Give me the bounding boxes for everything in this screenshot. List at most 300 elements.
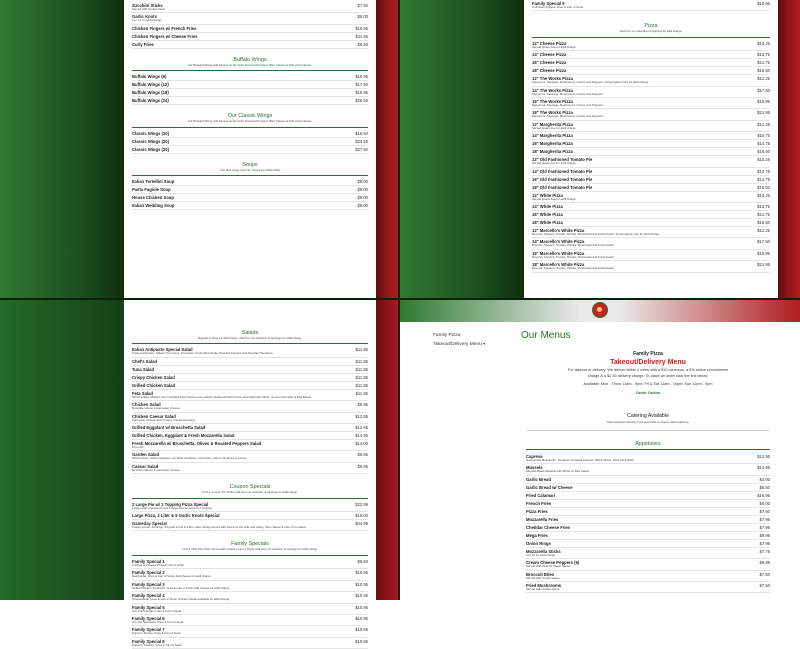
item-description: Served gluten free for addl charge. [532,44,577,49]
menu-item[interactable] [526,532,770,540]
item-price: $9.95 [357,402,368,408]
item-price: $7.75 [759,548,770,554]
section-title: Soups [242,161,258,168]
item-name: Crispy Chicken Salad [132,374,175,380]
menu-item[interactable] [526,492,770,500]
item-name: Buffalo Wings (6) [132,74,167,80]
item-name: Onion Rings [526,540,551,546]
item-name: Cream Cheese Poppers (6) [526,560,580,566]
item-price: $5.50 [759,484,770,490]
item-name: Mozzarella Sticks [526,548,561,554]
item-price: $19.95 [757,250,770,256]
item-name: Tuna Salad [132,366,155,372]
section-note: Limit 1 Offer Per Order. All specials include a can of Pepsi. Add from our selection of toppings for addl charge. [182,547,318,552]
item-price: $13.75 [757,168,770,174]
item-description: Served with tomato sauce. [526,575,561,580]
item-description: 2 large pizzas, 20 wings, 20 garlic knots & 2 liter soda. Wings served with sauce on the side with celery, bleu cheese & side of hot sauce. [132,525,307,530]
item-name: 14" White Pizza [532,204,563,210]
item-name: Garlic Knots [132,14,157,20]
catering-note: Call restaurant directly if you would like to inquire about catering. [606,420,690,424]
item-description: Broccoli, Spinach, Tomato, Ricotta, Mozzarella and Fresh Garlic. [532,266,615,271]
menu-item[interactable] [132,202,368,210]
menu-item[interactable] [132,501,368,512]
menu-item[interactable] [132,512,368,520]
menu-item[interactable] [132,463,368,474]
item-price: $7.50 [357,3,368,8]
menu-item[interactable] [132,451,368,462]
menu-item[interactable] [132,432,368,440]
menu-item[interactable] [132,413,368,424]
nav-family-pizza[interactable]: Family Pizza [433,333,461,338]
item-price: $9.95 [357,463,368,469]
item-name: Pasta Fagiole Soup [132,187,171,193]
menu-item[interactable] [132,97,368,105]
menu-item[interactable] [132,89,368,97]
item-description: Homemade Mozzarella, Tomatoes, Roasted Peppers, Black Olives, Olive Oil & Basil. [526,458,635,462]
item-name: Garlic Bread w/ Cheese [526,484,573,490]
item-price: $10.95 [355,581,368,587]
nav-takeout-delivery[interactable]: Takeout/Delivery Menu ▾ [433,341,486,347]
hours-text: Available: Mon - Thurs 11am - 9pm; Fri & Sat 11am - 10pm; Sun 12pm - 9pm [583,382,713,387]
item-description: Sliced Grilled Chicken and Crumbled Feta Cheese over Garden Salad with Red Onion and Kalamata Olives. Served with Side of Pita Bread. [132,394,312,399]
menu-item[interactable] [526,582,770,593]
item-name: 14" Cheese Pizza [532,52,567,58]
menu-page-bottom-left [124,300,376,647]
item-price: $7.95 [759,516,770,522]
item-price: $12.25 [757,121,770,127]
catering-block [526,413,770,431]
red-background-right-top2 [778,0,800,298]
item-name: Chicken Salad [132,402,161,408]
item-name: Cheddar Cheese Fries [526,524,571,530]
item-name: Family Special 2 [132,570,165,576]
menu-section [132,330,368,474]
item-price: $11.95 [355,390,368,396]
item-price: $14.75 [757,212,770,218]
green-background-left-bottom [0,300,124,600]
menu-item[interactable] [532,121,770,132]
item-description: Popcorn Shrimp, Fries & Can of Soda. [132,631,182,636]
item-description: Parmesan Cheese and Creamy Caesar Dressing. [132,417,196,422]
menu-item[interactable] [526,464,770,475]
item-name: Buffalo Wings (24) [132,98,169,104]
item-price: $10.95 [757,1,770,6]
menu-item[interactable] [532,184,770,192]
item-price: $8.00 [357,203,368,209]
menu-item[interactable] [532,40,770,51]
menu-item[interactable] [532,176,770,184]
item-description: Served with tomato sauce. [526,587,561,592]
item-name: Pizza Fries [526,508,548,514]
menu-section [132,484,368,531]
item-name: Classic Wings (30) [132,146,169,152]
item-name: Classic Wings (20) [132,138,169,144]
item-name: 16" White Pizza [532,212,563,218]
item-price: $19.95 [757,99,770,105]
menu-item[interactable] [132,73,368,81]
pizza-section [532,23,770,272]
section-note: Limit 1 Coupon Per Order. Add from our selection of toppings for addl charge. [202,490,298,495]
item-name: Gameday Special [132,521,167,527]
item-price: $12.95 [757,454,770,459]
menu-item[interactable] [532,203,770,211]
menu-item[interactable] [526,453,770,464]
item-price: $25.50 [355,98,368,104]
item-name: 2 Large Pie w/ 1 Topping Pizza Special [132,501,209,507]
menu-item[interactable] [132,440,368,451]
item-name: Buffalo Wings (18) [132,90,169,96]
menu-section [132,57,368,105]
menu-item[interactable] [132,186,368,194]
item-price: $14.95 [355,433,368,439]
menu-item[interactable] [532,75,770,86]
menu-item[interactable] [132,390,368,401]
menu-item[interactable] [532,59,770,67]
item-name: 14" Marcello's White Pizza [532,239,585,245]
item-description: Popcorn Chicken, Fries & Can of Soda. [132,642,183,647]
item-name: Feta Salad [132,390,153,396]
section-title: Buffalo Wings [233,56,267,63]
item-price: $7.50 [759,508,770,514]
menu-item[interactable] [132,130,368,138]
item-price: $11.95 [355,366,368,372]
item-name: Grilled Eggplant w/ Bruschetta Salad [132,425,206,431]
menu-item[interactable] [132,558,368,569]
menu-item[interactable] [532,140,770,148]
menu-item[interactable] [132,569,368,580]
menu-item[interactable] [532,51,770,59]
menu-item[interactable] [532,98,770,109]
page-title: Our Menus [521,330,571,341]
item-price: $13.75 [757,204,770,210]
menu-item[interactable] [132,366,368,374]
item-name: 12" White Pizza [532,192,563,198]
item-description: Any Cold Hoagie, Fries & Can of Soda. [132,608,183,613]
menu-item[interactable] [532,227,770,238]
item-price: $7.95 [759,540,770,546]
menu-item[interactable] [132,81,368,89]
menu-item[interactable] [532,148,770,156]
item-price: $19.95 [355,90,368,96]
menu-item[interactable] [132,178,368,186]
item-description: 6 or 12 for addl charge. [526,552,556,557]
item-name: Garlic Bread [526,476,551,482]
item-price: $17.50 [757,87,770,93]
item-price: $16.50 [355,130,368,136]
menu-item[interactable] [132,374,368,382]
item-price: $11.95 [355,382,368,388]
green-background-left-top [0,0,124,298]
item-name: 12" Old Fashioned Tomato Pie [532,157,593,163]
item-description: Mussels Black Mussels with White Or Red Sauce. [526,469,590,474]
item-description: Pepperoni, Sausage, Mushrooms, Onions and Peppers. Served gluten free for addl charge. [532,80,649,85]
item-description: Cheesesteak, Fries & Can of Soda. Chicken Steak available for addl charge. [132,597,230,602]
menu-item[interactable] [526,476,770,484]
menu-item[interactable] [532,192,770,203]
item-name: 18" Margherita Pizza [532,149,573,155]
item-name: Grilled Chicken, Eggplant & Fresh Mozzarella Salad [132,433,235,439]
item-name: 16" Marcello's White Pizza [532,250,585,256]
item-name: Mega Fries [526,532,548,538]
item-description: Broccoli, Spinach, Tomato, Ricotta, Mozzarella and Fresh Garlic. [532,254,615,259]
menu-item[interactable] [526,516,770,524]
section-note: Add from our selection of toppings for addl charge. [619,29,683,34]
item-price: $12.25 [757,76,770,82]
appetizers-section [526,440,770,593]
item-price: $10.25 [757,192,770,198]
item-price: $14.00 [355,441,368,447]
item-name: Family Special 9 [532,1,565,6]
menu-item[interactable] [532,250,770,261]
item-price: $9.95 [759,532,770,538]
item-name: Chicken Fingers w/ French Fries [132,25,197,31]
item-description: Pepperoni, Sausage, Mushrooms, Onions and Peppers. [532,114,604,119]
item-price: $7.95 [759,524,770,530]
section-title: Pizza [644,23,658,30]
item-description: 1 large plain cheese pizza & 1 large cheese pizza w/ 1 topping. [132,505,213,510]
catering-title: Catering Available [627,413,669,419]
menu-item[interactable] [132,626,368,637]
item-price: $12.95 [355,425,368,431]
item-name: Italian Wedding Soup [132,203,175,209]
menu-item[interactable] [526,571,770,582]
item-name: Family Special 5 [132,604,165,610]
menu-item[interactable] [526,540,770,548]
item-price: $14.75 [757,176,770,182]
item-name: 18" Cheese Pizza [532,68,567,74]
item-description: Served gluten free for addl charge. [532,125,577,130]
menu-section [132,541,368,649]
menu-item[interactable] [132,520,368,531]
item-name: Garden Salad [132,452,159,458]
menu-item[interactable] [526,559,770,570]
restaurant-logo[interactable] [592,302,608,318]
brand-name: Family Pizza [633,351,663,357]
item-description: Grilled Chicken Sandwich, Fries & Can of Soda. Add cheese for addl charge. [132,585,231,590]
menu-item[interactable] [532,168,770,176]
item-name: Mussels [526,465,543,471]
menu-item[interactable] [132,615,368,626]
item-name: Italian Antipasto Special Salad [132,347,193,353]
item-name: Mozzarella Fries [526,516,559,522]
menu-item[interactable] [532,156,770,167]
item-name: Chicken Fingers w/ Cheese Fries [132,33,198,39]
section-title: Coupon Specials [229,484,271,491]
item-name: Family Special 8 [132,638,165,644]
item-description: Pepperoni, Sausage, Mushrooms, Onions and Peppers. [532,91,604,96]
top-items-list-right [532,0,770,11]
item-name: 16" The Works Pizza [532,99,573,105]
item-price: $21.95 [757,262,770,268]
item-price: $14.75 [757,141,770,147]
menu-item[interactable] [132,41,368,49]
section-title: Family Specials [231,541,269,548]
menu-item[interactable] [132,33,368,41]
item-price: $8.95 [759,560,770,566]
green-background-left-top2 [400,0,524,298]
menu-item[interactable] [532,261,770,272]
menu-item[interactable] [132,346,368,357]
item-price: $6.00 [357,14,368,20]
menu-section [132,162,368,210]
menu-subtitle: Takeout/Delivery Menu [610,359,686,366]
header-banner [400,300,800,322]
item-name: Fried Calamari [526,492,556,498]
menu-item[interactable] [132,194,368,202]
menu-sections-bottom [132,330,368,649]
section-note: Our Breaded Wings with Sauces on the Side! Served with Celery, Bleu Cheese & Side of Hot Sauce. [187,62,313,67]
menu-intro [566,351,730,396]
menu-item[interactable] [132,638,368,649]
item-name: 18" The Works Pizza [532,110,573,116]
item-description: Any Hot Sandwich, Fries & Can of Soda. [132,619,185,624]
item-price: $14.95 [757,465,770,471]
menu-item[interactable] [132,382,368,390]
section-note: Regular or large for addl charge. Add from our selection of toppings for addl charge. [198,336,302,340]
item-price: $22.99 [355,501,368,507]
item-price: $7.50 [759,583,770,589]
item-description: Served With Side Of Sweet Sauce. [526,564,571,569]
item-description: Fine Oils [132,445,144,450]
item-description: Pepperoni, Sausage, Mushrooms, Onions and Peppers. [532,103,604,108]
item-description: Topped with Ham, Salami, Provolone, Prosciutto, Fresh Mozzarella, Roasted Peppers and Sundried Tomatoes. [132,351,274,356]
menu-item[interactable] [532,219,770,227]
item-price: $16.50 [757,68,770,74]
item-description: Sliced olives, roasted peppers, sundried tomatoes, cucumbers, cherry tomatoes & onions. [132,456,247,461]
item-name: Buffalo Wings (12) [132,82,169,88]
menu-item[interactable] [526,524,770,532]
item-price: $11.95 [355,358,368,364]
item-name: 12" Marcello's White Pizza [532,228,585,234]
menu-page-top-right [524,0,778,298]
item-price: $17.50 [757,239,770,245]
section-note: Our Breaded Wings with Sauces on the Side! Served with Celery, Bleu Cheese & Side of Hot Sauce. [187,119,313,124]
section-title: Our Classic Wings [227,113,273,120]
item-name: 16" Cheese Pizza [532,60,567,66]
top-items-list [132,2,368,49]
menu-page-top-left [124,0,376,298]
item-price: $10.95 [355,593,368,599]
item-name: 18" White Pizza [532,220,563,226]
menu-item[interactable] [532,67,770,75]
item-description: Served gluten free for addl charge. [532,196,577,201]
item-name: Italian Tortellini Soup [132,179,175,185]
menu-item[interactable] [132,25,368,33]
menu-item[interactable] [132,581,368,592]
section-title: Salads [241,330,259,336]
item-price: $12.25 [757,228,770,234]
menu-item[interactable] [132,424,368,432]
order-online-link[interactable]: Order Online [635,389,661,395]
section-note: One Size Large (1qt) Our Soups are Made Daily! [219,167,281,172]
item-price: $7.50 [759,571,770,577]
menu-item[interactable] [532,87,770,98]
item-name: 12" The Works Pizza [532,76,573,82]
item-description: Served with tomato sauce. [132,7,167,11]
menu-item[interactable] [132,146,368,154]
menu-item[interactable] [526,508,770,516]
menu-item[interactable] [526,548,770,559]
menu-item[interactable] [132,401,368,412]
menu-item[interactable] [532,109,770,120]
menu-item[interactable] [132,13,368,24]
item-description: Served gluten free for addl charge. [532,161,577,166]
item-name: Curly Fries [132,41,154,47]
menu-item[interactable] [132,2,368,13]
item-price: $10.95 [355,74,368,80]
menu-item[interactable] [132,138,368,146]
item-price: $4.00 [759,476,770,482]
item-price: $11.95 [355,347,368,353]
menu-item[interactable] [532,132,770,140]
item-price: $16.50 [757,184,770,190]
appetizers-title: Appetizers [635,441,661,447]
item-description: Hamburger, Fries & Can of Soda. Add cheese for addl charge. [132,574,212,579]
item-price: $10.95 [355,627,368,633]
item-name: Caprese [526,454,543,459]
menu-sections [132,57,368,210]
item-price: $16.50 [757,149,770,155]
item-price: $14.75 [757,60,770,66]
item-name: Chef's Salad [132,358,157,364]
item-name: 14" Margherita Pizza [532,133,573,139]
menu-item[interactable] [532,211,770,219]
menu-item[interactable] [132,604,368,615]
item-price: $27.50 [355,146,368,152]
item-name: 14" The Works Pizza [532,87,573,93]
menu-item[interactable] [132,592,368,603]
item-price: $6.50 [357,558,368,564]
menu-item[interactable] [526,484,770,492]
item-name: 16" Old Fashioned Tomato Pie [532,176,593,182]
item-name: House Chicken Soup [132,195,174,201]
item-price: $15.75 [757,133,770,139]
item-name: Family Special 1 [132,558,165,564]
item-price: $16.50 [757,220,770,226]
item-price: $23.50 [355,138,368,144]
item-description: 2 Slices of Cheese Pizza & Can of Soda. [132,562,185,567]
menu-item[interactable] [532,0,770,11]
item-price: $11.95 [355,374,368,380]
item-name: 12" Margherita Pizza [532,121,573,127]
red-background-right-bottom [376,300,398,600]
item-description: 6 or 12 for addl charge. [132,18,162,23]
item-price: $17.50 [355,82,368,88]
item-name: Caesar Salad [132,463,159,469]
item-description: Broccoli, Spinach, Tomato, Ricotta, Mozzarella and Fresh Garlic. Served gluten free for addl charge. [532,232,660,237]
item-price: $10.95 [355,638,368,644]
menu-item[interactable] [526,500,770,508]
item-name: Family Special 7 [132,627,165,633]
item-name: French Fries [526,500,552,506]
item-description: Broccoli, Spinach, Tomato, Ricotta, Mozzarella and Fresh Garlic. [532,243,615,248]
item-price: $10.25 [757,157,770,163]
item-name: 16" Margherita Pizza [532,141,573,147]
item-name: Family Special 4 [132,593,165,599]
red-background-right-top [376,0,400,298]
item-price: $13.75 [757,52,770,58]
item-name: 18" Old Fashioned Tomato Pie [532,184,593,190]
menu-item[interactable] [532,238,770,249]
item-price: $8.00 [357,179,368,185]
menu-item[interactable] [132,358,368,366]
item-price: $6.00 [759,500,770,506]
item-price: $9.00 [357,187,368,193]
item-name: Grilled Chicken Salad [132,382,176,388]
item-price: $11.95 [355,33,368,39]
item-price: $10.95 [355,615,368,621]
appetizers-list [526,453,770,593]
